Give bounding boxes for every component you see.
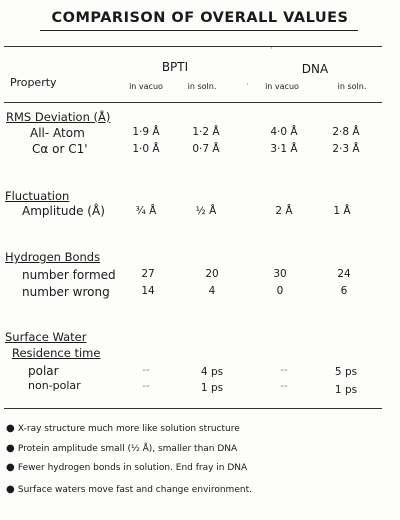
cell-value: -- bbox=[142, 364, 150, 376]
note-text: Protein amplitude small (½ Å), smaller than DNA bbox=[17, 444, 238, 454]
note-item bbox=[6, 477, 252, 496]
note-item bbox=[6, 436, 237, 455]
cell-value: 27 bbox=[141, 268, 155, 280]
note-text: Surface waters move fast and change environment. bbox=[17, 485, 252, 495]
cell-value: 14 bbox=[141, 285, 155, 297]
cell-value: -- bbox=[280, 364, 288, 376]
section-heading-hydrogen-bonds: Hydrogen Bonds bbox=[5, 250, 101, 264]
bullet-icon: ● bbox=[6, 484, 18, 495]
cell-value: 1 ps bbox=[334, 384, 358, 396]
cell-value: 4 ps bbox=[200, 366, 224, 378]
note-item bbox=[6, 455, 247, 474]
cell-value: 1 Å bbox=[333, 205, 351, 217]
header-group-bpti: BPTI bbox=[161, 60, 189, 74]
bullet-icon: ● bbox=[6, 462, 18, 473]
section-heading-fluctuation: Fluctuation bbox=[5, 189, 70, 203]
divider-header bbox=[4, 102, 382, 103]
cell-value: 1·0 Å bbox=[132, 143, 160, 155]
note-text: X-ray structure much more like solution structure bbox=[17, 424, 240, 434]
subheader-dna-vacuo: in vacuo bbox=[265, 82, 299, 91]
cell-value: 5 ps bbox=[334, 366, 358, 378]
bullet-icon: ● bbox=[6, 443, 18, 454]
row-label: Amplitude (Å) bbox=[22, 204, 105, 218]
cell-value: 2·3 Å bbox=[332, 143, 360, 155]
note-item bbox=[6, 416, 240, 435]
section-heading-residence-time: Residence time bbox=[12, 346, 101, 360]
cell-value: -- bbox=[142, 380, 150, 392]
cell-value: 2·8 Å bbox=[332, 126, 360, 138]
row-label: non-polar bbox=[28, 379, 81, 392]
section-heading-rms: RMS Deviation (Å) bbox=[6, 110, 111, 124]
row-label: number wrong bbox=[22, 285, 110, 299]
row-label: All- Atom bbox=[30, 126, 85, 140]
cell-value: 2 Å bbox=[275, 205, 293, 217]
divider-notes bbox=[4, 408, 382, 409]
cell-value: ½ Å bbox=[195, 205, 217, 217]
row-label: number formed bbox=[22, 268, 116, 282]
cell-value: 0 bbox=[276, 285, 284, 297]
cell-value: 6 bbox=[340, 285, 348, 297]
cell-value: -- bbox=[280, 380, 288, 392]
column-tick-mark: · bbox=[270, 44, 273, 54]
cell-value: 1·2 Å bbox=[192, 126, 220, 138]
cell-value: 1 ps bbox=[200, 382, 224, 394]
subheader-bpti-soln: in soln. bbox=[187, 82, 217, 91]
cell-value: 4 bbox=[208, 285, 216, 297]
section-heading-surface-water: Surface Water bbox=[5, 330, 87, 344]
cell-value: 20 bbox=[205, 268, 219, 280]
cell-value: 0·7 Å bbox=[192, 143, 220, 155]
note-text: Fewer hydrogen bonds in solution. End fray in DNA bbox=[17, 463, 248, 473]
cell-value: 4·0 Å bbox=[270, 126, 298, 138]
column-tick-mark: · bbox=[246, 80, 249, 90]
row-label: Cα or C1' bbox=[32, 142, 88, 156]
subheader-dna-soln: in soln. bbox=[337, 82, 367, 91]
header-group-dna: DNA bbox=[301, 62, 329, 76]
cell-value: 24 bbox=[337, 268, 351, 280]
subheader-bpti-vacuo: in vacuo bbox=[129, 82, 163, 91]
row-label: polar bbox=[28, 364, 59, 378]
cell-value: 1·9 Å bbox=[132, 126, 160, 138]
cell-value: 30 bbox=[273, 268, 287, 280]
bullet-icon: ● bbox=[6, 423, 18, 434]
header-property: Property bbox=[10, 76, 57, 89]
cell-value: ¾ Å bbox=[135, 205, 157, 217]
divider-top bbox=[4, 46, 382, 47]
title-underline bbox=[40, 30, 358, 31]
page-title: COMPARISON OF OVERALL VALUES bbox=[51, 10, 349, 26]
cell-value: 3·1 Å bbox=[270, 143, 298, 155]
